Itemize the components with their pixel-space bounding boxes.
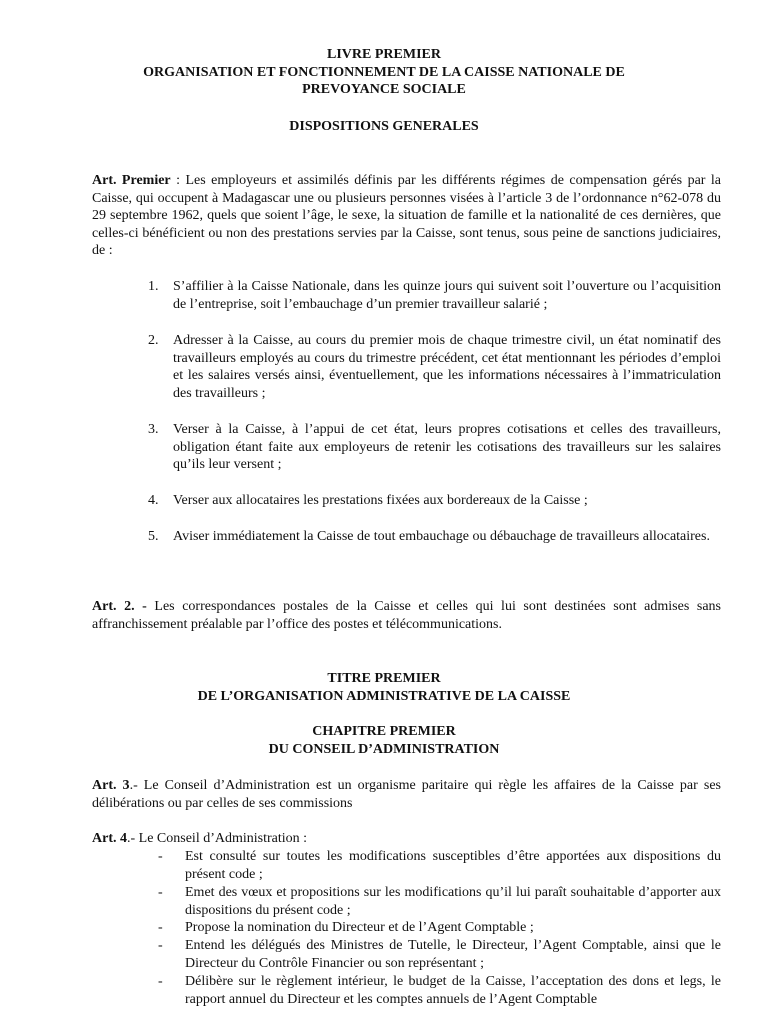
list-dash: -	[158, 974, 163, 989]
title-heading	[0, 670, 768, 705]
list-item	[158, 848, 721, 883]
article-text: .- Le Conseil d’Administration :	[127, 831, 308, 846]
list-text: Propose la nomination du Directeur et de l’Agent Comptable ;	[185, 920, 534, 935]
article-text: Les correspondances postales de la Caisse et celles qui lui sont destinées sont admises sans affranchissement préalable par l’office des postes et télécommunications.	[92, 599, 721, 632]
list-text: Verser aux allocataires les prestations fixées aux bordereaux de la Caisse ;	[173, 493, 588, 508]
list-item	[158, 937, 721, 972]
article-label: Art. 4	[92, 831, 127, 846]
list-text: S’affilier à la Caisse Nationale, dans les quinze jours qui suivent soit l’ouverture ou l’acquisition de l’entreprise, soit l’embauchage d’un premier travailleur salarié ;	[173, 279, 721, 312]
list-item	[148, 421, 721, 474]
list-text: Est consulté sur toutes les modifications susceptibles d’être apportées aux dispositions du présent code ;	[185, 849, 721, 882]
title-number: TITRE PREMIER	[327, 671, 441, 686]
list-item	[148, 492, 721, 510]
list-item	[148, 278, 721, 313]
list-text: Délibère sur le règlement intérieur, le budget de la Caisse, l’acceptation des dons et legs, le rapport annuel du Directeur et les comptes annuels de l’Agent Comptable	[185, 974, 721, 1007]
list-number: 2.	[148, 333, 159, 348]
list-text: Adresser à la Caisse, au cours du premier mois de chaque trimestre civil, un état nominatif des travailleurs employés au cours du trimestre précédent, cet état mentionnant les périodes d’emploi et les salaires versés ainsi, éventuellement, que les informations nécessaires à l’immatriculation des travailleurs ;	[173, 333, 721, 401]
article-premier	[92, 172, 721, 260]
chapter-name: DU CONSEIL D’ADMINISTRATION	[268, 741, 500, 757]
article-3	[92, 777, 721, 812]
list-item	[148, 528, 721, 546]
document-header	[0, 46, 768, 99]
list-item	[158, 919, 721, 937]
list-text: Emet des vœux et propositions sur les modifications qu’il lui paraît souhaitable d’apporter aux dispositions du présent code ;	[185, 885, 721, 918]
list-dash: -	[158, 920, 163, 935]
article-label: Art. Premier	[92, 173, 171, 188]
list-number: 3.	[148, 422, 159, 437]
list-dash: -	[158, 938, 163, 953]
article-text: : Les employeurs et assimilés définis par les différents régimes de compensation gérés par la Caisse, qui occupent à Madagascar une ou plusieurs personnes visées à l’article 3 de l’ordonnance n°62-078 du 29 septembre 1962, quels que soient l’âge, le sexe, la situation de famille et la nationalité de ces dernières, que celles-ci bénéficient ou non des prestations servies par la Caisse, sont tenus, sous peine de sanctions judiciaires, de :	[92, 173, 721, 258]
list-text: Aviser immédiatement la Caisse de tout embauchage ou débauchage de travailleurs allocataires.	[173, 529, 710, 544]
list-item	[158, 884, 721, 919]
list-number: 4.	[148, 493, 159, 508]
article-label: Art. 3	[92, 778, 130, 793]
title-name: DE L’ORGANISATION ADMINISTRATIVE DE LA CAISSE	[197, 688, 571, 704]
list-item	[148, 332, 721, 402]
article-2	[92, 598, 721, 633]
article-label: Art. 2. -	[92, 599, 147, 614]
chapter-number: CHAPITRE PREMIER	[312, 724, 456, 739]
book-subtitle-line1: ORGANISATION ET FONCTIONNEMENT DE LA CAISSE NATIONALE DE	[143, 64, 625, 80]
section-heading: DISPOSITIONS GENERALES	[289, 119, 479, 134]
article-4	[92, 830, 721, 848]
book-subtitle-line2: PREVOYANCE SOCIALE	[302, 82, 466, 97]
list-text: Verser à la Caisse, à l’appui de cet état, leurs propres cotisations et celles des travailleurs, obligation étant faite aux employeurs de retenir les cotisations des travailleurs sur les salaires qu’ils leur versent ;	[173, 422, 721, 472]
list-dash: -	[158, 849, 163, 864]
article-text: .- Le Conseil d’Administration est un organisme paritaire qui règle les affaires de la Caisse par ses délibérations ou par celles de ses commissions	[92, 778, 721, 811]
list-number: 5.	[148, 529, 159, 544]
book-title: LIVRE PREMIER	[327, 47, 441, 62]
list-dash: -	[158, 885, 163, 900]
list-text: Entend les délégués des Ministres de Tutelle, le Directeur, l’Agent Comptable, ainsi que le Directeur du Contrôle Financier ou son représentant ;	[185, 938, 721, 971]
list-number: 1.	[148, 279, 159, 294]
list-item	[158, 973, 721, 1008]
chapter-heading	[0, 723, 768, 758]
